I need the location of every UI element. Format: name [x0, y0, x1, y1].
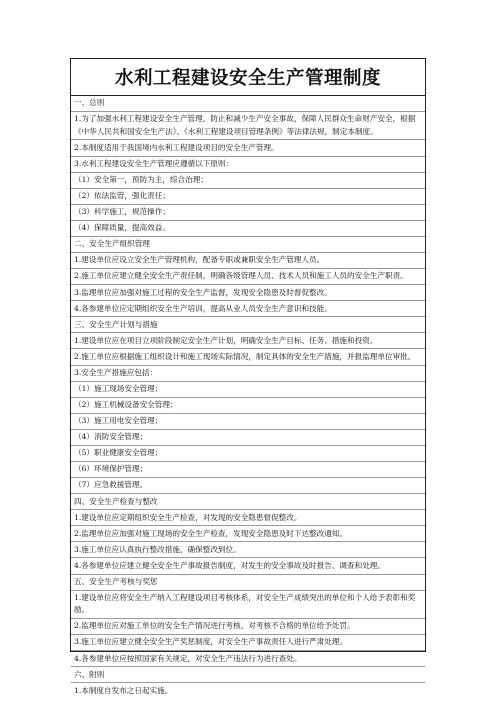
document-row: 4.各参建单位应定期组织安全生产培训，提高从业人员安全生产意识和技能。 — [71, 301, 425, 317]
document-row: 1.本制度自发布之日起实施。 — [74, 685, 173, 695]
document-row: （1）施工现场安全管理； — [71, 382, 425, 398]
document-row: 3.水利工程建设安全生产管理应遵循以下原则： — [71, 157, 425, 173]
document-row: 3.安全生产措施应包括： — [71, 366, 425, 382]
document-row: 1.建设单位应将安全生产纳入工程建设项目考核体系，对安全生产成绩突出的单位和个人给予表彰和奖励。 — [71, 591, 425, 619]
document-row: （3）施工用电安全管理； — [71, 414, 425, 430]
document-row: 一、总则 — [71, 96, 425, 112]
document-row: （4）保障质量，提高效益。 — [71, 221, 425, 237]
document-row: 六、附则 — [71, 667, 425, 683]
document-row: （5）职业健康安全管理； — [71, 446, 425, 462]
document-row: 1.建设单位应在项目立项阶段制定安全生产计划，明确安全生产目标、任务、措施和投资。 — [71, 333, 425, 349]
document-row: （6）环境保护管理； — [71, 462, 425, 478]
document-title: 水利工程建设安全生产管理制度 — [71, 59, 425, 96]
document-row: 2.施工单位应根据施工组织设计和施工现场实际情况，制定具体的安全生产措施，并报监理单位审批。 — [71, 349, 425, 365]
document-row: （4）消防安全管理； — [71, 430, 425, 446]
document-row: 1.建设单位应定期组织安全生产检查，对发现的安全隐患督促整改。 — [71, 510, 425, 526]
document-row: （2）施工机械设备安全管理； — [71, 398, 425, 414]
document-row: 1.为了加强水利工程建设安全生产管理，防止和减少生产安全事故，保障人民群众生命财产安全，根据《中华人民共和国安全生产法》、《水利工程建设项目管理条例》等法律法规，制定本制度。 — [71, 112, 425, 140]
document-row: 1.建设单位应设立安全生产管理机构，配备专职或兼职安全生产管理人员。 — [71, 253, 425, 269]
document-row: 五、安全生产考核与奖惩 — [71, 575, 425, 591]
document-row: 2.监理单位应对施工单位的安全生产情况进行考核，对考核不合格的单位给予处罚。 — [71, 619, 425, 635]
document-row: （3）科学施工，规范操作； — [71, 205, 425, 221]
document-rows — [71, 96, 425, 698]
document-row: 2.施工单位应建立健全安全生产责任制，明确各级管理人员、技术人员和施工人员的安全生产职责。 — [71, 269, 425, 285]
document-row: （2）依法监管，强化责任； — [71, 189, 425, 205]
document-row: （1）安全第一，预防为主，综合治理； — [71, 173, 425, 189]
document-row: 3.施工单位应建立健全安全生产奖惩制度，对安全生产事故责任人进行严肃处理。 — [71, 635, 425, 651]
document-row: 二、安全生产组织管理 — [71, 237, 425, 253]
document-table — [70, 58, 426, 695]
document-row: 4.各参建单位应建立健全安全生产事故报告制度，对发生的安全事故及时报告、调查和处理。 — [71, 558, 425, 574]
document-row: 4.各参建单位应按照国家有关规定，对安全生产违法行为进行查处。 — [71, 651, 425, 667]
document-row: 2.本制度适用于我国境内水利工程建设项目的安全生产管理。 — [71, 140, 425, 156]
document-row: 三、安全生产计划与措施 — [71, 317, 425, 333]
document-row: 3.施工单位应认真执行整改措施，确保整改到位。 — [71, 542, 425, 558]
document-row: （7）应急救援管理。 — [71, 478, 425, 494]
document-row: 3.监理单位应加强对施工过程的安全生产监督，发现安全隐患及时督促整改。 — [71, 285, 425, 301]
document-row: 2.监理单位应加强对施工现场的安全生产检查，发现安全隐患及时下达整改通知。 — [71, 526, 425, 542]
document-row: 四、安全生产检查与整改 — [71, 494, 425, 510]
